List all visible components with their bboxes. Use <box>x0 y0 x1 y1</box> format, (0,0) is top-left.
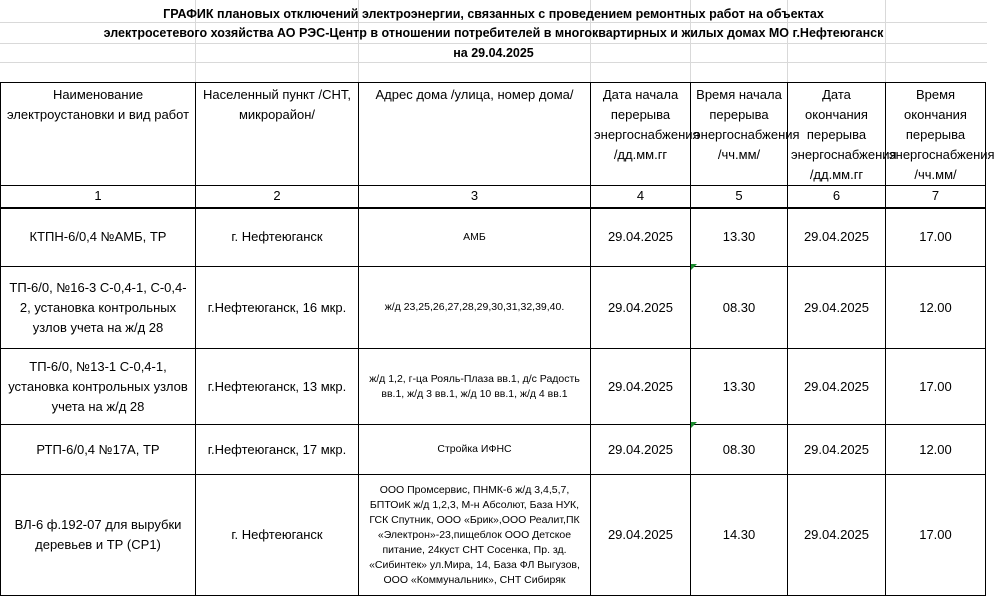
cell-time-start: 13.30 <box>691 349 788 425</box>
cell-time-end: 12.00 <box>886 425 986 475</box>
cell-object: ТП-6/0, №13-1 С-0,4-1, установка контрольных узлов учета на ж/д 28 <box>1 349 196 425</box>
cell-indicator-icon <box>691 264 697 270</box>
cell-date-start: 29.04.2025 <box>591 349 691 425</box>
col-number: 7 <box>886 186 986 208</box>
col-number: 2 <box>196 186 359 208</box>
cell-time-start: 08.30 <box>691 425 788 475</box>
gridline <box>0 62 987 63</box>
cell-time-end: 17.00 <box>886 208 986 267</box>
cell-locality: г. Нефтеюганск <box>196 208 359 267</box>
cell-date-end: 29.04.2025 <box>788 349 886 425</box>
col-number: 5 <box>691 186 788 208</box>
cell-locality: г.Нефтеюганск, 17 мкр. <box>196 425 359 475</box>
cell-time-end: 12.00 <box>886 267 986 349</box>
cell-object: КТПН-6/0,4 №АМБ, ТР <box>1 208 196 267</box>
col-number: 1 <box>1 186 196 208</box>
table-row <box>1 267 986 349</box>
cell-date-end: 29.04.2025 <box>788 425 886 475</box>
cell-date-start: 29.04.2025 <box>591 425 691 475</box>
col-number: 3 <box>359 186 591 208</box>
cell-date-end: 29.04.2025 <box>788 208 886 267</box>
header-time-start: Время начала перерыва энергоснабжения /чч.мм/ <box>691 83 788 186</box>
cell-object: ТП-6/0, №16-3 С-0,4-1, С-0,4-2, установка контрольных узлов учета на ж/д 28 <box>1 267 196 349</box>
cell-date-end: 29.04.2025 <box>788 267 886 349</box>
header-time-end: Время окончания перерыва энергоснабжения /чч.мм/ <box>886 83 986 186</box>
cell-address: ООО Промсервис, ПНМК-6 ж/д 3,4,5,7, БПТОиК ж/д 1,2,3, М-н Абсолют, База НУК, ГСК Спутник, ООО «Брик»,ООО Реалит,ПК «Электрон»-23,пищеблок ООО Детское питание, 24куст СНТ Сосенка, Пр. зд. «Сибинтек» ул.Мира, 14, База ФЛ Выгузов, ООО «Коммунальник», СНТ Сибиряк <box>359 475 591 596</box>
cell-date-end: 29.04.2025 <box>788 475 886 596</box>
header-locality: Населенный пункт /СНТ, микрорайон/ <box>196 83 359 186</box>
cell-time-end: 17.00 <box>886 475 986 596</box>
cell-address: ж/д 23,25,26,27,28,29,30,31,32,39,40. <box>359 267 591 349</box>
cell-locality: г.Нефтеюганск, 13 мкр. <box>196 349 359 425</box>
header-row <box>1 83 986 186</box>
cell-address: ж/д 1,2, г-ца Рояль-Плаза вв.1, д/с Радость вв.1, ж/д 3 вв.1, ж/д 10 вв.1, ж/д 4 вв.1 <box>359 349 591 425</box>
column-number-row <box>1 186 986 208</box>
cell-time-start: 14.30 <box>691 475 788 596</box>
title-line-3: на 29.04.2025 <box>453 46 534 60</box>
cell-time-start: 13.30 <box>691 208 788 267</box>
table-row <box>1 208 986 267</box>
cell-date-start: 29.04.2025 <box>591 267 691 349</box>
cell-time-start: 08.30 <box>691 267 788 349</box>
gridline <box>0 22 987 23</box>
header-address: Адрес дома /улица, номер дома/ <box>359 83 591 186</box>
table-row <box>1 349 986 425</box>
cell-indicator-icon <box>691 422 697 428</box>
header-date-end: Дата окончания перерыва энергоснабжения /дд.мм.гг <box>788 83 886 186</box>
cell-locality: г.Нефтеюганск, 16 мкр. <box>196 267 359 349</box>
header-object: Наименование электроустановки и вид работ <box>1 83 196 186</box>
table-row <box>1 475 986 596</box>
cell-object: ВЛ-6 ф.192-07 для вырубки деревьев и ТР (СР1) <box>1 475 196 596</box>
table-row <box>1 425 986 475</box>
outage-table <box>0 82 995 596</box>
cell-time-end: 17.00 <box>886 349 986 425</box>
cell-date-start: 29.04.2025 <box>591 475 691 596</box>
cell-date-start: 29.04.2025 <box>591 208 691 267</box>
title-line-2: электросетевого хозяйства АО РЭС-Центр в отношении потребителей в многоквартирных и жилых домах МО г.Нефтеюганск <box>103 26 884 40</box>
cell-address: АМБ <box>359 208 591 267</box>
cell-object: РТП-6/0,4 №17А, ТР <box>1 425 196 475</box>
gridline <box>0 43 987 44</box>
col-number: 6 <box>788 186 886 208</box>
col-number: 4 <box>591 186 691 208</box>
title-line-1: ГРАФИК плановых отключений электроэнергии, связанных с проведением ремонтных работ на объектах <box>163 7 824 21</box>
cell-address: Стройка ИФНС <box>359 425 591 475</box>
header-date-start: Дата начала перерыва энергоснабжения /дд.мм.гг <box>591 83 691 186</box>
cell-locality: г. Нефтеюганск <box>196 475 359 596</box>
